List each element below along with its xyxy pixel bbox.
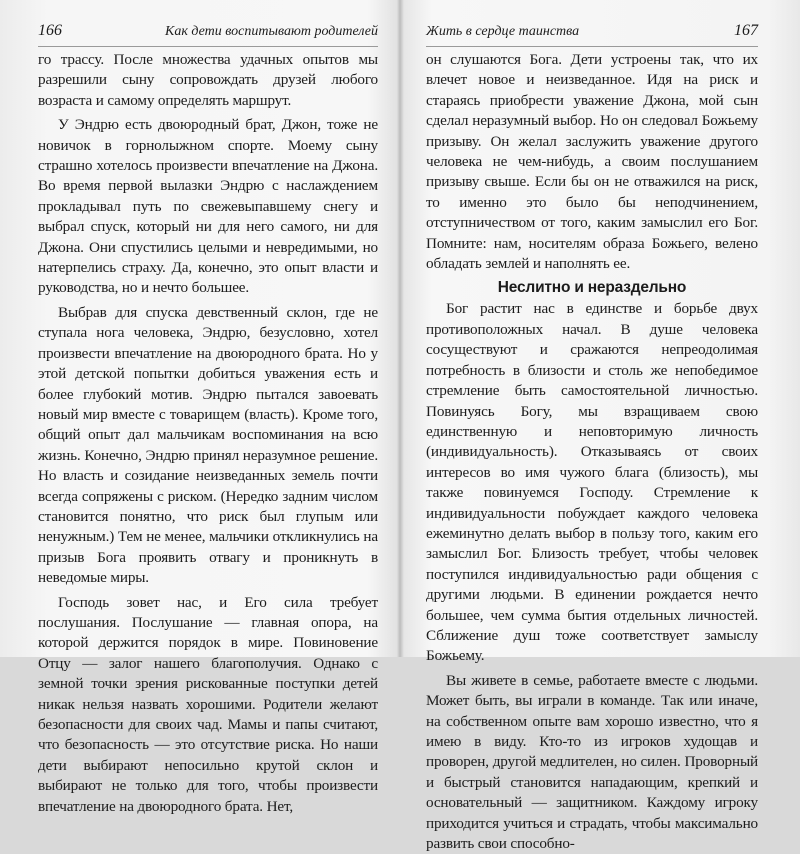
left-running-head <box>38 22 378 47</box>
paragraph: Вы живете в семье, работаете вместе с людьми. Может быть, вы играли в команде. Так или иначе, на собственном опыте вам хорошо известно, что я имею в виду. Кто-то из игроков худощав и проворен, другой медлителен, но силен. Проворный и быстрый становится нападающим, крепкий и основательный — защитником. Каждому игроку приходится учиться и страдать, чтобы максимально развить свои способно- <box>426 671 758 853</box>
section-heading: Неслитно и нераздельно <box>497 279 687 297</box>
left-running-title: Как дети воспитывают родителей <box>165 24 378 39</box>
left-page-text <box>38 50 378 817</box>
paragraph: Бог растит нас в единстве и борьбе двух противоположных начал. В душе человека сосуществуют и сражаются непреодолимая потребность в близости и столь же непобедимое стремление быть самостоятельной личностью. Повинуясь Богу, мы взращиваем свою единственную и неповторимую личность (индивидуальность). Отказываясь от своих интересов во имя чужого блага (близость), мы также повинуемся Господу. Стремление к индивидуальности побуждает каждого человека ежеминутно делать выбор в пользу того, каким его замыслил Бог. Близость требует, чтобы человек поступился индивидуальностью ради общения с другими людьми. В единении рождается нечто большее, чем сумма бытия отдельных личностей. Сближение душ тоже соответствует замыслу Божьему. <box>426 300 758 665</box>
paragraph: Господь зовет нас, и Его сила требует послушания. Послушание — главная опора, на которой держится порядок в мире. Повиновение Отцу — залог нашего благополучия. Однако с земной точки зрения рискованные поступки детей никак нельзя назвать хорошими. Родители желают безопасности для своих чад. Мамы и папы считают, что безопасность — это отсутствие риска. Но наши дети выбирают непосильно крутой склон и выбирают не только для того, чтобы произвести впечатление на двоюродного брата. Нет, <box>38 593 378 815</box>
paragraph: го трассу. После множества удачных опытов мы разрешили сыну сопровождать друзей любого возраста и самому определять маршрут. <box>38 51 378 109</box>
right-running-head <box>426 22 758 47</box>
right-running-title: Жить в сердце таинства <box>426 24 580 39</box>
right-page-text <box>426 50 758 854</box>
paragraph: Выбрав для спуска девственный склон, где не ступала нога человека, Эндрю, безусловно, хотел произвести впечатление на двоюродного брата. Но у этой детской попытки добиться уважения есть и более глубокий мотив. Эндрю пытался завоевать новый мир вместе с товарищем (власть). Кроме того, общий опыт дал мальчикам воспоминания на всю жизнь. Конечно, Эндрю принял неразумное решение. Но власть и созидание неизведанных земель почти всегда сопряжены с риском. (Нередко задним числом становится понятно, что риск был глупым или ненужным.) Тем не менее, мальчики откликнулись на призыв Бога проявить отвагу и проникнуть в неведомые миры. <box>38 303 378 587</box>
left-page <box>0 0 400 815</box>
paragraph: У Эндрю есть двоюродный брат, Джон, тоже не новичок в горнолыжном спорте. Моему сыну страшно хотелось произвести впечатление на Джона. Во время первой вылазки Эндрю с наслаждением прокладывал путь по свежевыпавшему снегу и выбрал спуск, который ни для него самого, ни для Джона. Они спустились целыми и невредимыми, но натерпелись страху. Да, конечно, это опыт власти и руководства, но и нечто большее. <box>38 116 378 297</box>
paragraph: он слушаются Бога. Дети устроены так, что их влечет новое и неизведанное. Идя на риск и стараясь приобрести уважение Джона, мой сын сделал неразумный выбор. Но он следовал Божьему призыву. Он желал заслужить уважение другого человека не чем-нибудь, а своим послушанием призыву свыше. Если бы он не отважился на риск, то именно это было бы неподчинением, отступничеством от того, каким замыслил его Бог. Помните: нам, носителям образа Божьего, велено обладать землей и наполнять ее. <box>426 51 758 273</box>
left-page-number: 166 <box>38 22 62 39</box>
right-page <box>400 0 800 853</box>
right-page-number: 167 <box>734 22 758 39</box>
